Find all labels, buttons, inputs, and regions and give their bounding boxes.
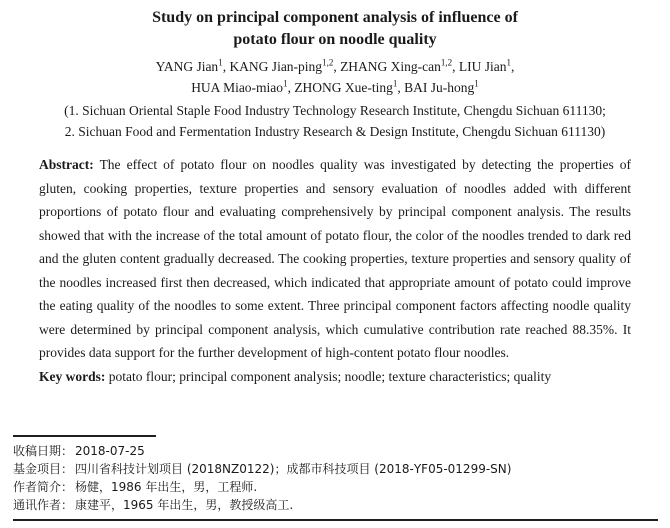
author-superscript: 1,2 — [440, 57, 453, 68]
affiliations — [0, 100, 670, 142]
keywords-line — [39, 365, 631, 389]
footnote-label: 通讯作者： — [13, 498, 74, 512]
affiliation-line-1: (1. Sichuan Oriental Staple Food Industry Technology Research Institute, Chengdu Sichuan 611130; — [64, 103, 606, 118]
footnote-text: 2018-07-25 — [75, 444, 145, 458]
author-superscript: 1 — [283, 78, 288, 89]
author-separator: , — [511, 59, 515, 74]
author-name: LIU Jian — [458, 59, 507, 74]
author-name: ZHONG Xue-ting — [294, 80, 393, 95]
paper-title-line-1: Study on principal component analysis of influence of — [152, 9, 518, 26]
abstract-section — [39, 153, 631, 388]
paper-title-line-2: potato flour on noodle quality — [233, 31, 437, 48]
footnote-row-funding — [13, 460, 657, 478]
abstract-text: The effect of potato flour on noodles quality was investigated by detecting the properties of gluten, cooking properties, texture properties and sensory evaluation of noodles added with different proportions of potato flour and evaluating comprehensively by principal component analysis. The results showed that with the increase of the total amount of potato flour, the color of the noodles trended to dark red and the gluten content gradually decreased. The cooking properties, texture properties and sensory quality of the noodles increased first then decreased, which indicated that appropriate amount of potato could improve the eating quality of the noodles to some extent. Three principal component factors affecting noodle quality were determined by principal component analysis, which cumulative contribution rate reached 88.35%. It provides data support for the further development of high-content potato flour noodles. — [39, 157, 632, 360]
author-name: HUA Miao-miao — [191, 80, 284, 95]
author-separator: , — [397, 80, 405, 95]
affiliation-line-2: 2. Sichuan Food and Fermentation Industry Research & Design Institute, Chengdu Sichuan 611130) — [64, 124, 606, 139]
footnote-section — [13, 435, 657, 514]
paper-title — [0, 0, 670, 51]
author-line-1 — [0, 56, 670, 77]
footnote-text: 四川省科技计划项目 (2018NZ0122)；成都市科技项目 (2018-YF05-01299-SN) — [75, 462, 512, 476]
page-bottom-rule — [13, 519, 658, 521]
author-superscript: 1 — [218, 57, 223, 68]
author-separator: , — [333, 59, 341, 74]
author-superscript: 1,2 — [322, 57, 334, 68]
author-list — [0, 56, 670, 98]
footnote-row-corresponding-author — [13, 496, 657, 514]
footnote-row-author-bio — [13, 478, 657, 496]
keywords-text: potato flour; principal component analysis; noodle; texture characteristics; quality — [108, 368, 552, 384]
footnote-label: 基金项目： — [13, 462, 74, 476]
author-name: ZHANG Xing-can — [340, 59, 441, 74]
author-separator: , — [287, 80, 295, 95]
author-name: KANG Jian-ping — [229, 59, 323, 74]
footnote-separator-rule — [13, 435, 156, 437]
author-name: YANG Jian — [155, 59, 219, 74]
abstract-label: Abstract: — [39, 157, 94, 172]
keywords-label: Key words: — [39, 368, 106, 384]
footnote-label: 作者简介： — [13, 480, 74, 494]
footnote-text: 杨健，1986 年出生，男，工程师. — [75, 480, 258, 494]
author-superscript: 1 — [392, 78, 398, 89]
author-superscript: 1 — [474, 78, 479, 89]
author-separator: , — [222, 59, 230, 74]
abstract-paragraph — [39, 153, 631, 365]
footnote-row-received-date — [13, 442, 657, 460]
author-separator: , — [452, 59, 459, 74]
footnote-text: 康建平，1965 年出生，男，教授级高工. — [75, 498, 294, 512]
author-line-2 — [0, 77, 670, 98]
author-name: BAI Ju-hong — [404, 80, 475, 95]
footnote-label: 收稿日期： — [13, 444, 74, 458]
author-superscript: 1 — [506, 57, 512, 68]
